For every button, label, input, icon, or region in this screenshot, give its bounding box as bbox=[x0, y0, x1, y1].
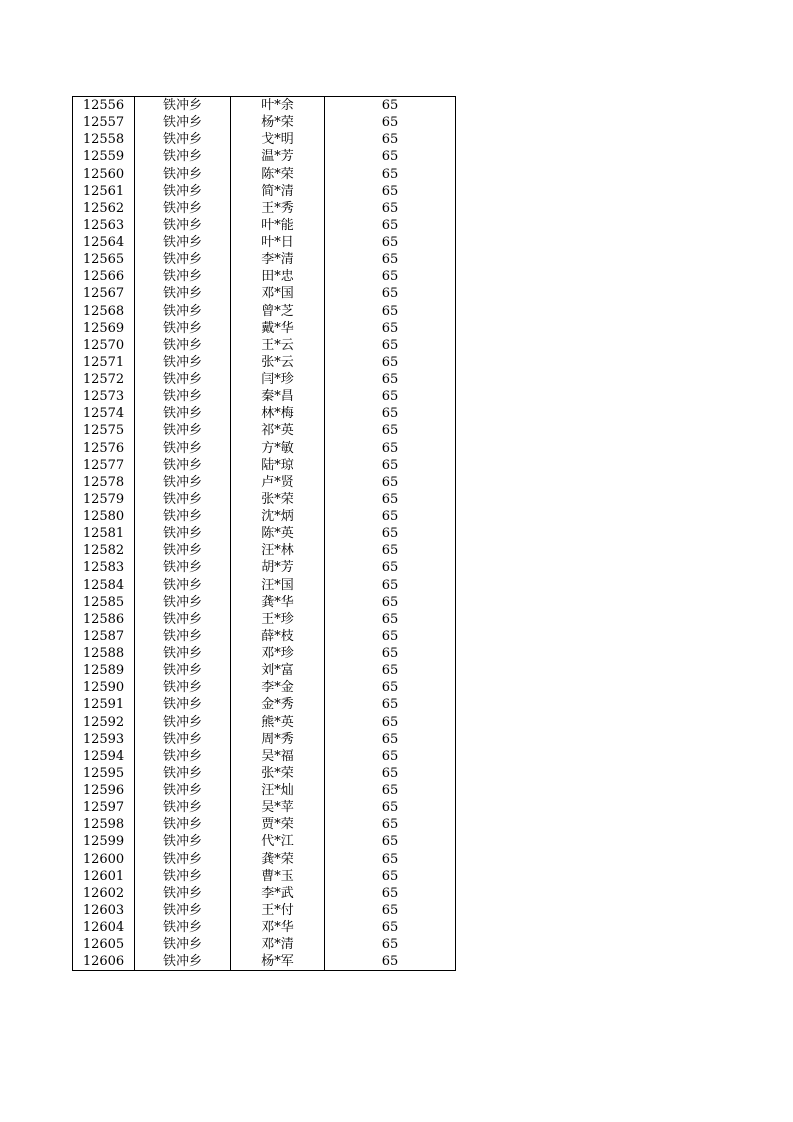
table-row bbox=[73, 594, 456, 611]
row-town-cell: 铁冲乡 bbox=[135, 816, 231, 833]
row-town-cell: 铁冲乡 bbox=[135, 97, 231, 115]
row-id-cell: 12566 bbox=[73, 268, 135, 285]
row-amount-cell: 65 bbox=[325, 714, 456, 731]
row-town-cell: 铁冲乡 bbox=[135, 114, 231, 131]
row-amount-cell: 65 bbox=[325, 816, 456, 833]
row-amount-cell: 65 bbox=[325, 645, 456, 662]
row-amount-cell: 65 bbox=[325, 371, 456, 388]
row-town-cell: 铁冲乡 bbox=[135, 953, 231, 971]
row-name-cell: 田*忠 bbox=[231, 268, 325, 285]
row-name-cell: 祁*英 bbox=[231, 422, 325, 439]
row-amount-cell: 65 bbox=[325, 388, 456, 405]
row-name-cell: 杨*荣 bbox=[231, 114, 325, 131]
row-id-cell: 12569 bbox=[73, 320, 135, 337]
table-row bbox=[73, 320, 456, 337]
row-id-cell: 12594 bbox=[73, 748, 135, 765]
row-name-cell: 贾*荣 bbox=[231, 816, 325, 833]
table-row bbox=[73, 816, 456, 833]
row-town-cell: 铁冲乡 bbox=[135, 765, 231, 782]
row-id-cell: 12560 bbox=[73, 166, 135, 183]
row-amount-cell: 65 bbox=[325, 936, 456, 953]
row-id-cell: 12592 bbox=[73, 714, 135, 731]
row-name-cell: 秦*昌 bbox=[231, 388, 325, 405]
row-town-cell: 铁冲乡 bbox=[135, 303, 231, 320]
row-amount-cell: 65 bbox=[325, 799, 456, 816]
row-name-cell: 王*云 bbox=[231, 337, 325, 354]
row-amount-cell: 65 bbox=[325, 474, 456, 491]
row-name-cell: 张*云 bbox=[231, 354, 325, 371]
row-amount-cell: 65 bbox=[325, 919, 456, 936]
row-amount-cell: 65 bbox=[325, 114, 456, 131]
row-amount-cell: 65 bbox=[325, 679, 456, 696]
table-row bbox=[73, 765, 456, 782]
table-row bbox=[73, 748, 456, 765]
row-name-cell: 李*清 bbox=[231, 251, 325, 268]
row-name-cell: 薛*枝 bbox=[231, 628, 325, 645]
row-name-cell: 简*清 bbox=[231, 183, 325, 200]
row-town-cell: 铁冲乡 bbox=[135, 748, 231, 765]
row-id-cell: 12588 bbox=[73, 645, 135, 662]
row-id-cell: 12596 bbox=[73, 782, 135, 799]
table-row bbox=[73, 405, 456, 422]
row-amount-cell: 65 bbox=[325, 628, 456, 645]
row-amount-cell: 65 bbox=[325, 662, 456, 679]
row-town-cell: 铁冲乡 bbox=[135, 457, 231, 474]
row-amount-cell: 65 bbox=[325, 885, 456, 902]
row-town-cell: 铁冲乡 bbox=[135, 936, 231, 953]
row-town-cell: 铁冲乡 bbox=[135, 440, 231, 457]
row-amount-cell: 65 bbox=[325, 303, 456, 320]
row-town-cell: 铁冲乡 bbox=[135, 559, 231, 576]
row-name-cell: 张*荣 bbox=[231, 491, 325, 508]
table-row bbox=[73, 662, 456, 679]
table-row bbox=[73, 457, 456, 474]
row-id-cell: 12603 bbox=[73, 902, 135, 919]
row-name-cell: 汪*国 bbox=[231, 577, 325, 594]
row-name-cell: 刘*富 bbox=[231, 662, 325, 679]
row-town-cell: 铁冲乡 bbox=[135, 371, 231, 388]
row-name-cell: 卢*贤 bbox=[231, 474, 325, 491]
row-name-cell: 熊*英 bbox=[231, 714, 325, 731]
table-row bbox=[73, 217, 456, 234]
table-row bbox=[73, 337, 456, 354]
row-name-cell: 叶*日 bbox=[231, 234, 325, 251]
table-row bbox=[73, 542, 456, 559]
row-name-cell: 王*付 bbox=[231, 902, 325, 919]
row-name-cell: 周*秀 bbox=[231, 731, 325, 748]
table-row bbox=[73, 902, 456, 919]
row-town-cell: 铁冲乡 bbox=[135, 337, 231, 354]
row-id-cell: 12586 bbox=[73, 611, 135, 628]
row-town-cell: 铁冲乡 bbox=[135, 217, 231, 234]
row-town-cell: 铁冲乡 bbox=[135, 542, 231, 559]
row-id-cell: 12563 bbox=[73, 217, 135, 234]
row-id-cell: 12571 bbox=[73, 354, 135, 371]
row-name-cell: 胡*芳 bbox=[231, 559, 325, 576]
table-row bbox=[73, 885, 456, 902]
row-name-cell: 闫*珍 bbox=[231, 371, 325, 388]
row-town-cell: 铁冲乡 bbox=[135, 714, 231, 731]
row-name-cell: 杨*军 bbox=[231, 953, 325, 971]
table-row bbox=[73, 611, 456, 628]
row-name-cell: 金*秀 bbox=[231, 696, 325, 713]
row-name-cell: 曾*芝 bbox=[231, 303, 325, 320]
row-id-cell: 12579 bbox=[73, 491, 135, 508]
row-town-cell: 铁冲乡 bbox=[135, 628, 231, 645]
row-amount-cell: 65 bbox=[325, 953, 456, 971]
table-row bbox=[73, 474, 456, 491]
row-id-cell: 12576 bbox=[73, 440, 135, 457]
table-row bbox=[73, 422, 456, 439]
row-amount-cell: 65 bbox=[325, 851, 456, 868]
row-name-cell: 邓*清 bbox=[231, 936, 325, 953]
row-amount-cell: 65 bbox=[325, 285, 456, 302]
row-id-cell: 12578 bbox=[73, 474, 135, 491]
table-row bbox=[73, 868, 456, 885]
row-town-cell: 铁冲乡 bbox=[135, 594, 231, 611]
row-name-cell: 王*秀 bbox=[231, 200, 325, 217]
table-row bbox=[73, 491, 456, 508]
row-town-cell: 铁冲乡 bbox=[135, 491, 231, 508]
row-amount-cell: 65 bbox=[325, 542, 456, 559]
row-name-cell: 方*敏 bbox=[231, 440, 325, 457]
row-name-cell: 戴*华 bbox=[231, 320, 325, 337]
row-name-cell: 曹*玉 bbox=[231, 868, 325, 885]
row-town-cell: 铁冲乡 bbox=[135, 577, 231, 594]
table-row bbox=[73, 508, 456, 525]
table-row bbox=[73, 696, 456, 713]
table-row bbox=[73, 285, 456, 302]
table-row bbox=[73, 131, 456, 148]
table-row bbox=[73, 268, 456, 285]
row-amount-cell: 65 bbox=[325, 354, 456, 371]
row-id-cell: 12562 bbox=[73, 200, 135, 217]
row-name-cell: 吴*福 bbox=[231, 748, 325, 765]
row-amount-cell: 65 bbox=[325, 183, 456, 200]
row-town-cell: 铁冲乡 bbox=[135, 696, 231, 713]
row-id-cell: 12580 bbox=[73, 508, 135, 525]
table-row bbox=[73, 782, 456, 799]
table-row bbox=[73, 388, 456, 405]
row-name-cell: 叶*余 bbox=[231, 97, 325, 115]
row-amount-cell: 65 bbox=[325, 268, 456, 285]
row-name-cell: 温*芳 bbox=[231, 148, 325, 165]
table-row bbox=[73, 851, 456, 868]
row-amount-cell: 65 bbox=[325, 148, 456, 165]
row-amount-cell: 65 bbox=[325, 782, 456, 799]
row-name-cell: 邓*国 bbox=[231, 285, 325, 302]
row-name-cell: 李*金 bbox=[231, 679, 325, 696]
row-amount-cell: 65 bbox=[325, 234, 456, 251]
table-row bbox=[73, 833, 456, 850]
row-town-cell: 铁冲乡 bbox=[135, 388, 231, 405]
row-id-cell: 12572 bbox=[73, 371, 135, 388]
row-id-cell: 12577 bbox=[73, 457, 135, 474]
row-amount-cell: 65 bbox=[325, 594, 456, 611]
row-amount-cell: 65 bbox=[325, 902, 456, 919]
row-id-cell: 12604 bbox=[73, 919, 135, 936]
row-name-cell: 吴*苹 bbox=[231, 799, 325, 816]
table-row bbox=[73, 166, 456, 183]
table-row bbox=[73, 577, 456, 594]
table-row bbox=[73, 234, 456, 251]
row-amount-cell: 65 bbox=[325, 440, 456, 457]
row-town-cell: 铁冲乡 bbox=[135, 166, 231, 183]
row-town-cell: 铁冲乡 bbox=[135, 200, 231, 217]
row-town-cell: 铁冲乡 bbox=[135, 508, 231, 525]
row-id-cell: 12602 bbox=[73, 885, 135, 902]
row-amount-cell: 65 bbox=[325, 217, 456, 234]
row-id-cell: 12605 bbox=[73, 936, 135, 953]
row-amount-cell: 65 bbox=[325, 457, 456, 474]
row-id-cell: 12570 bbox=[73, 337, 135, 354]
row-amount-cell: 65 bbox=[325, 696, 456, 713]
row-town-cell: 铁冲乡 bbox=[135, 679, 231, 696]
row-amount-cell: 65 bbox=[325, 131, 456, 148]
row-id-cell: 12598 bbox=[73, 816, 135, 833]
row-town-cell: 铁冲乡 bbox=[135, 131, 231, 148]
row-name-cell: 汪*灿 bbox=[231, 782, 325, 799]
row-id-cell: 12559 bbox=[73, 148, 135, 165]
table-row bbox=[73, 645, 456, 662]
row-name-cell: 张*荣 bbox=[231, 765, 325, 782]
row-town-cell: 铁冲乡 bbox=[135, 285, 231, 302]
table-body bbox=[73, 97, 456, 971]
row-id-cell: 12582 bbox=[73, 542, 135, 559]
row-town-cell: 铁冲乡 bbox=[135, 525, 231, 542]
row-town-cell: 铁冲乡 bbox=[135, 320, 231, 337]
row-name-cell: 沈*炳 bbox=[231, 508, 325, 525]
row-amount-cell: 65 bbox=[325, 868, 456, 885]
row-name-cell: 陈*英 bbox=[231, 525, 325, 542]
row-name-cell: 邓*珍 bbox=[231, 645, 325, 662]
row-name-cell: 汪*林 bbox=[231, 542, 325, 559]
data-table bbox=[72, 96, 456, 971]
row-town-cell: 铁冲乡 bbox=[135, 902, 231, 919]
row-id-cell: 12585 bbox=[73, 594, 135, 611]
row-town-cell: 铁冲乡 bbox=[135, 851, 231, 868]
row-name-cell: 李*武 bbox=[231, 885, 325, 902]
row-amount-cell: 65 bbox=[325, 611, 456, 628]
row-town-cell: 铁冲乡 bbox=[135, 422, 231, 439]
row-amount-cell: 65 bbox=[325, 422, 456, 439]
row-name-cell: 代*江 bbox=[231, 833, 325, 850]
row-name-cell: 戈*明 bbox=[231, 131, 325, 148]
row-amount-cell: 65 bbox=[325, 748, 456, 765]
row-amount-cell: 65 bbox=[325, 320, 456, 337]
row-id-cell: 12600 bbox=[73, 851, 135, 868]
row-id-cell: 12599 bbox=[73, 833, 135, 850]
table-row bbox=[73, 525, 456, 542]
row-id-cell: 12584 bbox=[73, 577, 135, 594]
table-row bbox=[73, 303, 456, 320]
row-town-cell: 铁冲乡 bbox=[135, 645, 231, 662]
table-row bbox=[73, 799, 456, 816]
row-amount-cell: 65 bbox=[325, 559, 456, 576]
row-id-cell: 12595 bbox=[73, 765, 135, 782]
row-town-cell: 铁冲乡 bbox=[135, 251, 231, 268]
row-id-cell: 12583 bbox=[73, 559, 135, 576]
table-row bbox=[73, 354, 456, 371]
row-town-cell: 铁冲乡 bbox=[135, 474, 231, 491]
row-name-cell: 林*梅 bbox=[231, 405, 325, 422]
row-town-cell: 铁冲乡 bbox=[135, 405, 231, 422]
row-id-cell: 12587 bbox=[73, 628, 135, 645]
row-amount-cell: 65 bbox=[325, 731, 456, 748]
table-row bbox=[73, 200, 456, 217]
row-amount-cell: 65 bbox=[325, 525, 456, 542]
row-amount-cell: 65 bbox=[325, 251, 456, 268]
row-town-cell: 铁冲乡 bbox=[135, 833, 231, 850]
row-id-cell: 12591 bbox=[73, 696, 135, 713]
table-row bbox=[73, 714, 456, 731]
row-town-cell: 铁冲乡 bbox=[135, 268, 231, 285]
row-id-cell: 12558 bbox=[73, 131, 135, 148]
table-row bbox=[73, 440, 456, 457]
row-id-cell: 12597 bbox=[73, 799, 135, 816]
table-row bbox=[73, 953, 456, 971]
table-row bbox=[73, 679, 456, 696]
row-town-cell: 铁冲乡 bbox=[135, 354, 231, 371]
row-town-cell: 铁冲乡 bbox=[135, 148, 231, 165]
row-town-cell: 铁冲乡 bbox=[135, 731, 231, 748]
row-town-cell: 铁冲乡 bbox=[135, 868, 231, 885]
row-id-cell: 12593 bbox=[73, 731, 135, 748]
table-row bbox=[73, 919, 456, 936]
table-row bbox=[73, 114, 456, 131]
table-row bbox=[73, 183, 456, 200]
row-town-cell: 铁冲乡 bbox=[135, 919, 231, 936]
row-id-cell: 12556 bbox=[73, 97, 135, 115]
row-name-cell: 龚*华 bbox=[231, 594, 325, 611]
row-town-cell: 铁冲乡 bbox=[135, 799, 231, 816]
row-amount-cell: 65 bbox=[325, 765, 456, 782]
row-id-cell: 12581 bbox=[73, 525, 135, 542]
table-row bbox=[73, 148, 456, 165]
table-row bbox=[73, 936, 456, 953]
row-town-cell: 铁冲乡 bbox=[135, 611, 231, 628]
row-id-cell: 12575 bbox=[73, 422, 135, 439]
row-id-cell: 12606 bbox=[73, 953, 135, 971]
row-id-cell: 12573 bbox=[73, 388, 135, 405]
row-name-cell: 陈*荣 bbox=[231, 166, 325, 183]
row-id-cell: 12590 bbox=[73, 679, 135, 696]
row-id-cell: 12567 bbox=[73, 285, 135, 302]
row-amount-cell: 65 bbox=[325, 166, 456, 183]
row-amount-cell: 65 bbox=[325, 337, 456, 354]
row-amount-cell: 65 bbox=[325, 405, 456, 422]
row-id-cell: 12557 bbox=[73, 114, 135, 131]
row-id-cell: 12564 bbox=[73, 234, 135, 251]
row-amount-cell: 65 bbox=[325, 833, 456, 850]
row-town-cell: 铁冲乡 bbox=[135, 662, 231, 679]
row-name-cell: 王*珍 bbox=[231, 611, 325, 628]
table-row bbox=[73, 251, 456, 268]
row-amount-cell: 65 bbox=[325, 491, 456, 508]
row-amount-cell: 65 bbox=[325, 577, 456, 594]
row-id-cell: 12565 bbox=[73, 251, 135, 268]
row-town-cell: 铁冲乡 bbox=[135, 782, 231, 799]
row-id-cell: 12589 bbox=[73, 662, 135, 679]
row-name-cell: 龚*荣 bbox=[231, 851, 325, 868]
row-town-cell: 铁冲乡 bbox=[135, 183, 231, 200]
row-town-cell: 铁冲乡 bbox=[135, 885, 231, 902]
row-name-cell: 叶*能 bbox=[231, 217, 325, 234]
row-name-cell: 邓*华 bbox=[231, 919, 325, 936]
row-name-cell: 陆*琼 bbox=[231, 457, 325, 474]
table-row bbox=[73, 371, 456, 388]
row-amount-cell: 65 bbox=[325, 97, 456, 115]
row-amount-cell: 65 bbox=[325, 200, 456, 217]
table-row bbox=[73, 731, 456, 748]
row-id-cell: 12601 bbox=[73, 868, 135, 885]
row-town-cell: 铁冲乡 bbox=[135, 234, 231, 251]
row-amount-cell: 65 bbox=[325, 508, 456, 525]
row-id-cell: 12568 bbox=[73, 303, 135, 320]
row-id-cell: 12574 bbox=[73, 405, 135, 422]
row-id-cell: 12561 bbox=[73, 183, 135, 200]
table-row bbox=[73, 97, 456, 115]
table-row bbox=[73, 628, 456, 645]
table-row bbox=[73, 559, 456, 576]
